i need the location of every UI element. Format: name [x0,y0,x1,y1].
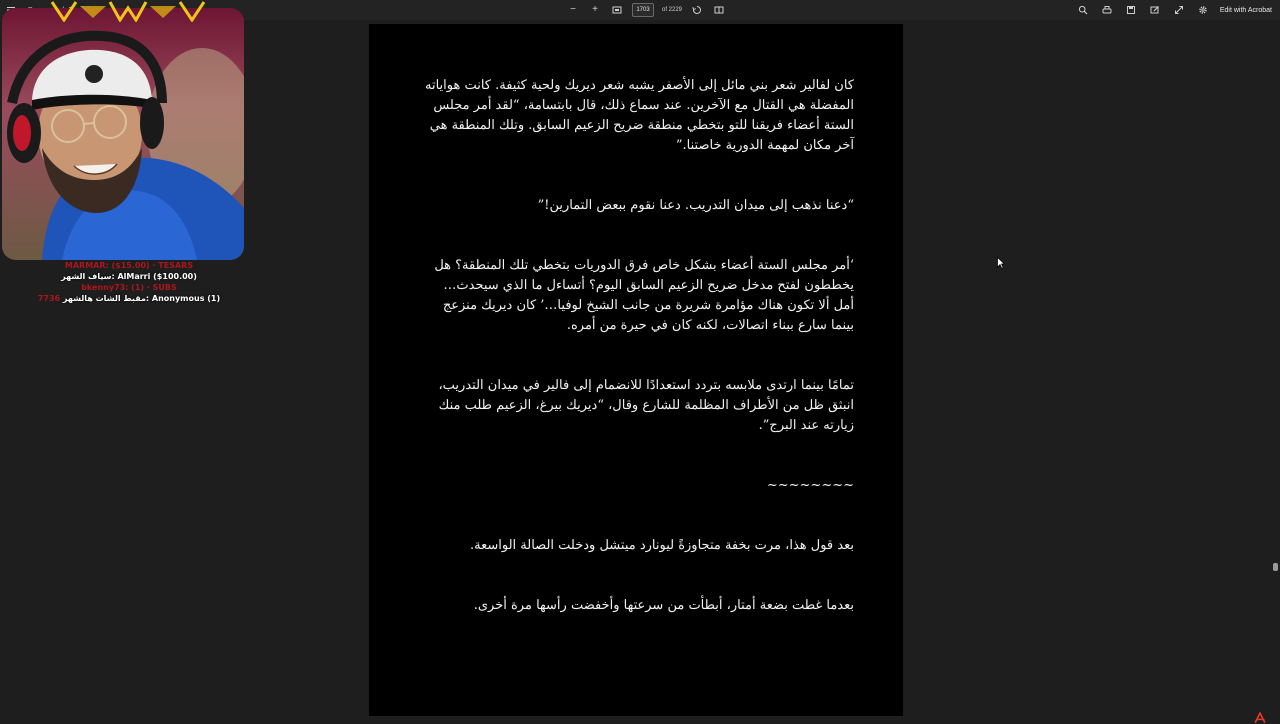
toolbar-right-group [1076,0,1272,20]
scene-separator: ~~~~~~~~ [766,478,854,493]
faded-donation-line: MARMAR: ($15.00) · TESARS [64,261,194,270]
page-total-label: of 2229 [662,7,683,13]
toolbar-page-controls [566,0,726,20]
acrobat-logo-icon[interactable] [1254,712,1266,724]
fit-page-icon[interactable] [610,3,624,17]
two-page-icon[interactable] [712,3,726,17]
paragraph-5: بعد قول هذا، مرت بخفة متجاوزةً ليونارد ميتشل ودخلت الصالة الواسعة. [469,538,854,553]
settings-icon[interactable] [1196,3,1210,17]
edit-with-acrobat-button[interactable]: Edit with Acrobat [1219,6,1272,14]
donation-month-top: سياف الشهر: AlMarri ($100.00) [61,272,197,281]
paragraph-6: بعدما غطت بضعة أمتار، أبطأت من سرعتها وأخفضت رأسها مرة أخرى. [473,598,854,613]
page-text-block [421,76,854,656]
paragraph-4: تمامًا بينما ارتدى ملابسه بتردد استعدادًا للانضمام إلى فالير في ميدان التدريب، انبثق ظل من الأطراف المظلمة للشارع وقال، “ديريك بيرغ، الزعيم طلب منك زيارته عند البرج”. [438,378,854,433]
annotate-icon[interactable] [1148,3,1162,17]
paragraph-1: كان لفالير شعر بني مائل إلى الأصفر يشبه شعر ديريك ولحية كثيفة. كانت هواياته المفضلة هي القتال مع الآخرين. عند سماع ذلك، قال بابتسامة، “لقد أمر مجلس الستة أعضاء فريقنا للتو بتخطي منطقة ضريح الزعيم السابق. وتلك المنطقة هي آخر مكان لمهمة الدورية خاصتنا.” [424,78,854,153]
expand-icon[interactable] [1172,3,1186,17]
chat-top-line [34,293,224,304]
print-icon[interactable] [1100,3,1114,17]
scrollbar-thumb[interactable] [1273,563,1278,571]
paragraph-3: ‘أمر مجلس الستة أعضاء بشكل خاص فرق الدوريات بتخطي تلك المنطقة؟ هل يخططون لفتح مدخل ضريح الزعيم السابق اليوم؟ أتساءل ما الذي سيحدث… أمل ألا تكون هناك مؤامرة شريرة من جانب الشيخ لوفيا…’ كان ديريك منزعج بينما سارع ببناء اتصالات، لكنه كان في حيرة من أمره. [434,258,854,333]
faded-number: 7736 [37,294,61,303]
stream-crown-logo-icon [48,0,208,22]
faded-sub-line: bkenny73: (1) · SUBS [81,283,177,292]
save-icon[interactable] [1124,3,1138,17]
chat-month-top: مقبط الشات هالشهر: Anonymous (1) [62,294,221,303]
zoom-in-icon[interactable]: + [592,4,598,15]
zoom-out-icon[interactable]: − [570,4,576,15]
search-icon[interactable] [1076,3,1090,17]
streamer-webcam-image [2,8,244,260]
mouse-cursor-icon [997,257,1005,269]
donation-overlay [34,260,224,304]
webcam-overlay [2,8,244,260]
page-number-input[interactable]: 1703 [632,3,654,17]
rotate-icon[interactable] [690,3,704,17]
pdf-page [369,24,903,716]
paragraph-2: “دعنا نذهب إلى ميدان التدريب. دعنا نقوم ببعض التمارين!” [537,198,854,213]
